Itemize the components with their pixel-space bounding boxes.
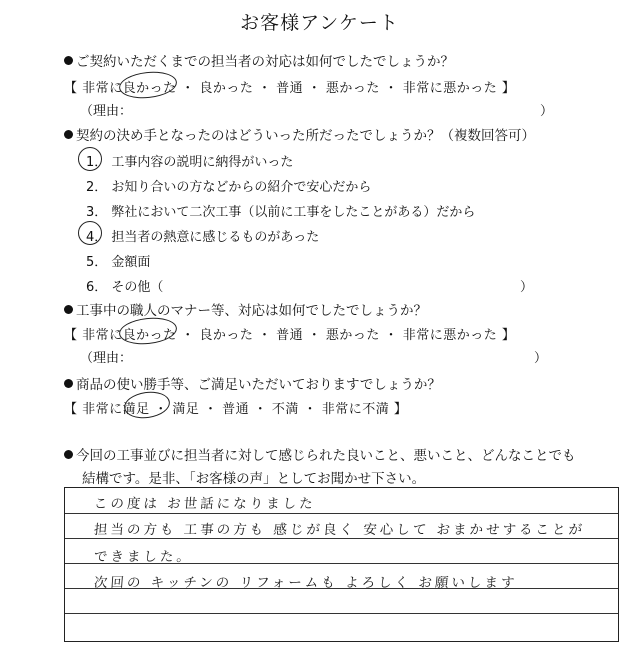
handwritten-line-4: 次回の キッチンの リフォームも よろしく お願いします <box>93 575 518 591</box>
bullet-icon <box>64 56 73 65</box>
question-1-reason-close: ） <box>540 104 554 119</box>
bullet-icon <box>64 379 73 388</box>
question-4-text: 商品の使い勝手等、ご満足いただいておりますでしょうか？ <box>76 377 441 393</box>
answer-circle-mark <box>78 221 102 245</box>
ruled-line <box>65 613 618 614</box>
question-2-option-4: 4． 担当者の熱意に感じるものがあった <box>86 230 320 245</box>
bullet-icon <box>64 450 73 459</box>
handwritten-line-1: この度は お世話になりました <box>93 496 317 512</box>
handwritten-line-2: 担当の方も 工事の方も 感じが良く 安心して おまかせすることが <box>93 522 586 538</box>
question-3-text: 工事中の職人のマナー等、対応は如何でしたでしょうか？ <box>76 303 427 319</box>
answer-circle-mark <box>78 147 102 171</box>
ruled-line <box>65 513 618 514</box>
question-2-text: 契約の決め手となったのはどういった所だったでしょうか？（複数回答可） <box>76 128 535 144</box>
question-4-choices: 【 非常に満足 ・ 満足 ・ 普通 ・ 不満 ・ 非常に不満 】 <box>64 402 408 417</box>
question-5-text-line-1: 今回の工事並びに担当者に対して感じられた良いこと、悪いこと、どんなことでも <box>76 448 576 464</box>
question-3-reason-label: （理由： <box>80 351 133 366</box>
question-3-choices: 【 非常に良かった ・ 良かった ・ 普通 ・ 悪かった ・ 非常に悪かった 】 <box>64 328 516 343</box>
question-1-choices: 【 非常に良かった ・ 良かった ・ 普通 ・ 悪かった ・ 非常に悪かった 】 <box>64 81 516 96</box>
question-2 <box>64 124 535 144</box>
question-2-option-3: 3． 弊社において二次工事（以前に工事をしたことがある）だから <box>86 205 476 220</box>
question-2-option-1: 1． 工事内容の説明に納得がいった <box>86 155 294 170</box>
page-title: お客様アンケート <box>240 12 399 34</box>
bullet-icon <box>64 305 73 314</box>
handwritten-line-3: できました。 <box>93 549 194 565</box>
question-2-option-5: 5． 金額面 <box>86 255 151 270</box>
ruled-line <box>65 538 618 539</box>
question-1 <box>64 50 454 70</box>
question-3-reason-close: ） <box>534 351 548 366</box>
question-5-text-line-2: 結構です。是非、「お客様の声」としてお聞かせ下さい。 <box>82 471 426 487</box>
question-2-other-close: ） <box>520 280 534 295</box>
question-1-text: ご契約いただくまでの担当者の対応は如何でしたでしょうか？ <box>76 54 454 70</box>
question-5 <box>64 444 576 464</box>
question-2-option-6: 6． その他（ <box>86 280 164 295</box>
answer-circle-mark <box>118 69 178 101</box>
question-1-reason-label: （理由： <box>80 104 133 119</box>
question-4 <box>64 373 441 393</box>
bullet-icon <box>64 130 73 139</box>
question-2-option-2: 2． お知り合いの方などからの紹介で安心だから <box>86 180 372 195</box>
question-3 <box>64 299 427 319</box>
